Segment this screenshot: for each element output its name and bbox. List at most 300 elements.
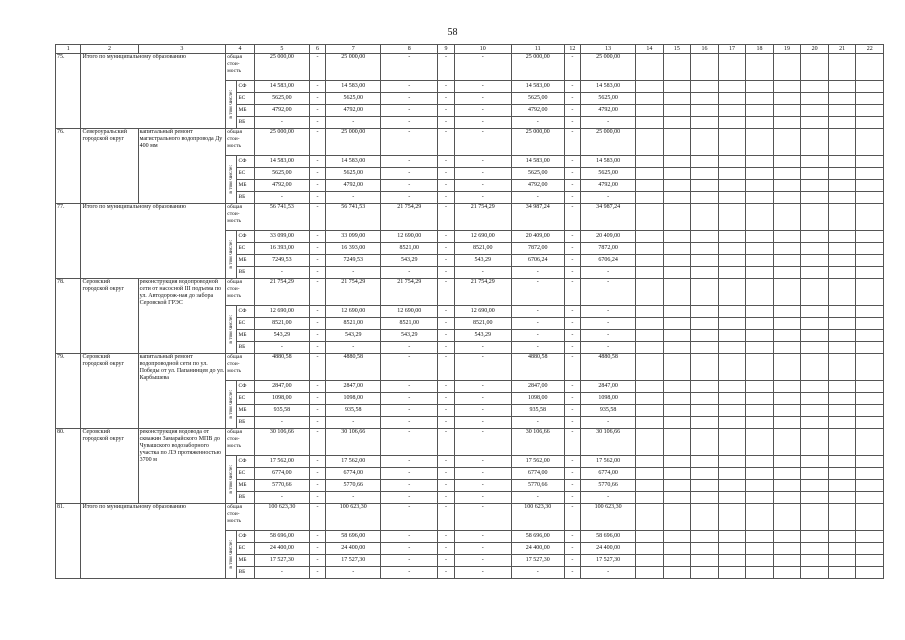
empty-cell xyxy=(773,330,801,342)
column-header: 14 xyxy=(636,45,664,54)
funding-source-code: СФ xyxy=(237,231,254,243)
empty-cell xyxy=(856,456,884,468)
total-value-cell: - xyxy=(381,429,438,456)
empty-cell xyxy=(718,156,746,168)
funding-source-code: БС xyxy=(237,243,254,255)
funding-value-cell: - xyxy=(438,180,454,192)
funding-value-cell: - xyxy=(454,555,511,567)
funding-value-cell: - xyxy=(309,306,325,318)
funding-value-cell: - xyxy=(564,555,580,567)
empty-cell xyxy=(718,204,746,231)
empty-cell xyxy=(663,567,691,579)
object-description: капитальный ремонт водопроводной сети по ул. Победы от ул. Папанинцев до ул. Карбышева xyxy=(138,354,226,429)
in-that-number-label: в том числе: xyxy=(228,240,235,269)
empty-cell xyxy=(746,417,774,429)
empty-cell xyxy=(691,105,719,117)
funding-value-cell: 1098,00 xyxy=(326,393,381,405)
funding-value-cell: - xyxy=(381,180,438,192)
empty-cell xyxy=(691,231,719,243)
empty-cell xyxy=(636,105,664,117)
total-value-cell: - xyxy=(438,504,454,531)
empty-cell xyxy=(691,192,719,204)
empty-cell xyxy=(773,204,801,231)
funding-value-cell: 7872,00 xyxy=(581,243,636,255)
funding-value-cell: 5625,00 xyxy=(326,93,381,105)
empty-cell xyxy=(691,567,719,579)
funding-value-cell: - xyxy=(511,567,564,579)
funding-value-cell: - xyxy=(326,342,381,354)
funding-value-cell: - xyxy=(581,567,636,579)
empty-cell xyxy=(718,81,746,93)
object-description: реконструкция водовода от скважин Замарайского МПВ до Чувашского водозаборного участка по ЛЭ протяженностью 3700 м xyxy=(138,429,226,504)
funding-value-cell: 6706,24 xyxy=(511,255,564,267)
empty-cell xyxy=(636,456,664,468)
funding-value-cell: - xyxy=(309,231,325,243)
funding-value-cell: - xyxy=(564,192,580,204)
empty-cell xyxy=(746,204,774,231)
empty-cell xyxy=(663,204,691,231)
block-total-row xyxy=(56,429,884,456)
funding-value-cell: 2847,00 xyxy=(581,381,636,393)
block-total-row xyxy=(56,204,884,231)
empty-cell xyxy=(801,204,829,231)
empty-cell xyxy=(636,231,664,243)
empty-cell xyxy=(718,105,746,117)
empty-cell xyxy=(746,93,774,105)
funding-value-cell: - xyxy=(438,492,454,504)
funding-source-code: СФ xyxy=(237,381,254,393)
funding-value-cell: 33 099,00 xyxy=(326,231,381,243)
funding-source-code: БС xyxy=(237,168,254,180)
empty-cell xyxy=(801,393,829,405)
empty-cell xyxy=(663,555,691,567)
empty-cell xyxy=(801,504,829,531)
empty-cell xyxy=(801,105,829,117)
funding-value-cell: - xyxy=(309,468,325,480)
funding-value-cell: - xyxy=(454,492,511,504)
empty-cell xyxy=(773,567,801,579)
empty-cell xyxy=(828,504,856,531)
empty-cell xyxy=(773,555,801,567)
funding-value-cell: 5625,00 xyxy=(254,168,309,180)
empty-cell xyxy=(746,255,774,267)
funding-source-code: СФ xyxy=(237,456,254,468)
empty-cell xyxy=(636,156,664,168)
funding-value-cell: 20 409,00 xyxy=(511,231,564,243)
funding-value-cell: - xyxy=(381,468,438,480)
empty-cell xyxy=(828,456,856,468)
empty-cell xyxy=(636,192,664,204)
empty-cell xyxy=(856,204,884,231)
funding-value-cell: - xyxy=(581,342,636,354)
empty-cell xyxy=(663,480,691,492)
empty-cell xyxy=(856,342,884,354)
funding-value-cell: 935,58 xyxy=(511,405,564,417)
empty-cell xyxy=(636,306,664,318)
funding-value-cell: - xyxy=(564,531,580,543)
empty-cell xyxy=(856,381,884,393)
empty-cell xyxy=(856,567,884,579)
empty-cell xyxy=(691,204,719,231)
funding-source-code: БС xyxy=(237,543,254,555)
empty-cell xyxy=(773,192,801,204)
empty-cell xyxy=(636,354,664,381)
total-value-cell: 25 000,00 xyxy=(511,129,564,156)
funding-value-cell: 4792,00 xyxy=(326,105,381,117)
empty-cell xyxy=(773,468,801,480)
empty-cell xyxy=(691,480,719,492)
total-value-cell: - xyxy=(454,354,511,381)
empty-cell xyxy=(746,267,774,279)
funding-value-cell: - xyxy=(454,480,511,492)
funding-value-cell: - xyxy=(581,306,636,318)
total-value-cell: - xyxy=(438,54,454,81)
row-number: 81. xyxy=(56,504,81,579)
empty-cell xyxy=(773,156,801,168)
funding-value-cell: 17 527,30 xyxy=(581,555,636,567)
empty-cell xyxy=(856,504,884,531)
empty-cell xyxy=(691,255,719,267)
funding-value-cell: - xyxy=(511,192,564,204)
funding-value-cell: 16 393,00 xyxy=(326,243,381,255)
funding-source-code: ВБ xyxy=(237,417,254,429)
empty-cell xyxy=(691,555,719,567)
empty-cell xyxy=(718,429,746,456)
funding-value-cell: - xyxy=(454,531,511,543)
column-header: 4 xyxy=(226,45,255,54)
empty-cell xyxy=(828,330,856,342)
empty-cell xyxy=(663,492,691,504)
total-value-cell: - xyxy=(309,204,325,231)
total-value-cell: - xyxy=(309,279,325,306)
empty-cell xyxy=(636,243,664,255)
empty-cell xyxy=(828,405,856,417)
empty-cell xyxy=(773,279,801,306)
funding-value-cell: - xyxy=(326,117,381,129)
empty-cell xyxy=(856,279,884,306)
total-value-cell: - xyxy=(309,129,325,156)
total-value-cell: - xyxy=(454,429,511,456)
total-value-cell: - xyxy=(564,504,580,531)
total-value-cell: 30 106,66 xyxy=(326,429,381,456)
total-value-cell: 25 000,00 xyxy=(254,54,309,81)
funding-value-cell: - xyxy=(309,381,325,393)
empty-cell xyxy=(856,354,884,381)
empty-cell xyxy=(828,93,856,105)
empty-cell xyxy=(856,318,884,330)
empty-cell xyxy=(801,93,829,105)
funding-value-cell: - xyxy=(381,117,438,129)
empty-cell xyxy=(718,267,746,279)
empty-cell xyxy=(663,243,691,255)
total-value-cell: - xyxy=(438,129,454,156)
empty-cell xyxy=(856,555,884,567)
funding-value-cell: - xyxy=(454,105,511,117)
funding-value-cell: - xyxy=(309,243,325,255)
empty-cell xyxy=(691,354,719,381)
empty-cell xyxy=(691,306,719,318)
funding-source-code: МБ xyxy=(237,330,254,342)
empty-cell xyxy=(663,267,691,279)
funding-source-code: МБ xyxy=(237,480,254,492)
empty-cell xyxy=(773,255,801,267)
empty-cell xyxy=(663,405,691,417)
funding-value-cell: 7249,53 xyxy=(326,255,381,267)
row-number: 76. xyxy=(56,129,81,204)
empty-cell xyxy=(856,168,884,180)
funding-source-code: МБ xyxy=(237,180,254,192)
funding-value-cell: - xyxy=(381,381,438,393)
empty-cell xyxy=(691,156,719,168)
funding-value-cell: - xyxy=(381,456,438,468)
empty-cell xyxy=(691,117,719,129)
empty-cell xyxy=(746,480,774,492)
empty-cell xyxy=(746,81,774,93)
funding-value-cell: 20 409,00 xyxy=(581,231,636,243)
funding-value-cell: 2847,00 xyxy=(511,381,564,393)
funding-value-cell: - xyxy=(454,117,511,129)
funding-value-cell: 14 583,00 xyxy=(511,81,564,93)
funding-value-cell: 5770,66 xyxy=(326,480,381,492)
funding-value-cell: 24 400,00 xyxy=(511,543,564,555)
funding-value-cell: - xyxy=(454,192,511,204)
empty-cell xyxy=(801,381,829,393)
total-value-cell: 100 623,30 xyxy=(326,504,381,531)
funding-value-cell: - xyxy=(564,93,580,105)
total-value-cell: - xyxy=(438,204,454,231)
block-total-row xyxy=(56,279,884,306)
funding-value-cell: 7872,00 xyxy=(511,243,564,255)
empty-cell xyxy=(801,267,829,279)
empty-cell xyxy=(856,231,884,243)
empty-cell xyxy=(691,180,719,192)
total-cost-label: общая стои-мость xyxy=(226,354,255,381)
funding-value-cell: - xyxy=(381,105,438,117)
empty-cell xyxy=(746,231,774,243)
empty-cell xyxy=(828,267,856,279)
empty-cell xyxy=(663,192,691,204)
funding-value-cell: 6706,24 xyxy=(581,255,636,267)
empty-cell xyxy=(663,117,691,129)
total-value-cell: - xyxy=(564,129,580,156)
empty-cell xyxy=(856,468,884,480)
total-value-cell: - xyxy=(564,354,580,381)
empty-cell xyxy=(746,531,774,543)
funding-source-code: МБ xyxy=(237,405,254,417)
empty-cell xyxy=(691,405,719,417)
funding-value-cell: - xyxy=(381,543,438,555)
municipality-total-label: Итого по муниципальному образованию xyxy=(81,204,226,279)
funding-value-cell: 12 690,00 xyxy=(381,306,438,318)
funding-value-cell: - xyxy=(511,318,564,330)
in-that-number-label: в том числе: xyxy=(228,90,235,119)
total-value-cell: 100 623,30 xyxy=(511,504,564,531)
funding-value-cell: 24 400,00 xyxy=(254,543,309,555)
funding-value-cell: 6774,00 xyxy=(326,468,381,480)
funding-value-cell: 8521,00 xyxy=(454,243,511,255)
empty-cell xyxy=(636,180,664,192)
empty-cell xyxy=(828,81,856,93)
funding-value-cell: 24 400,00 xyxy=(326,543,381,555)
funding-value-cell: - xyxy=(309,81,325,93)
funding-value-cell: - xyxy=(326,417,381,429)
total-value-cell: 21 754,29 xyxy=(381,204,438,231)
in-that-number-label-cell xyxy=(226,456,237,504)
funding-value-cell: - xyxy=(309,192,325,204)
funding-value-cell: 8521,00 xyxy=(454,318,511,330)
empty-cell xyxy=(801,405,829,417)
empty-cell xyxy=(801,255,829,267)
column-header: 11 xyxy=(511,45,564,54)
funding-value-cell: 58 696,00 xyxy=(511,531,564,543)
empty-cell xyxy=(718,492,746,504)
funding-value-cell: - xyxy=(381,192,438,204)
funding-value-cell: 58 696,00 xyxy=(326,531,381,543)
funding-value-cell: - xyxy=(381,567,438,579)
empty-cell xyxy=(663,456,691,468)
empty-cell xyxy=(691,318,719,330)
funding-value-cell: - xyxy=(381,405,438,417)
funding-value-cell: 2847,00 xyxy=(254,381,309,393)
empty-cell xyxy=(801,456,829,468)
empty-cell xyxy=(663,393,691,405)
empty-cell xyxy=(691,393,719,405)
funding-value-cell: - xyxy=(309,105,325,117)
empty-cell xyxy=(718,129,746,156)
total-value-cell: - xyxy=(381,54,438,81)
empty-cell xyxy=(856,243,884,255)
empty-cell xyxy=(663,429,691,456)
funding-value-cell: - xyxy=(326,192,381,204)
investment-program-table xyxy=(55,44,884,579)
total-value-cell: - xyxy=(309,504,325,531)
funding-value-cell: - xyxy=(309,456,325,468)
empty-cell xyxy=(746,243,774,255)
empty-cell xyxy=(828,468,856,480)
total-value-cell: - xyxy=(564,54,580,81)
empty-cell xyxy=(663,255,691,267)
funding-value-cell: - xyxy=(581,330,636,342)
funding-source-code: ВБ xyxy=(237,117,254,129)
funding-value-cell: - xyxy=(564,318,580,330)
empty-cell xyxy=(828,381,856,393)
funding-value-cell: 14 583,00 xyxy=(581,156,636,168)
funding-value-cell: - xyxy=(254,342,309,354)
empty-cell xyxy=(828,231,856,243)
empty-cell xyxy=(773,306,801,318)
empty-cell xyxy=(663,318,691,330)
empty-cell xyxy=(801,306,829,318)
empty-cell xyxy=(856,192,884,204)
empty-cell xyxy=(691,330,719,342)
funding-value-cell: 17 562,00 xyxy=(326,456,381,468)
empty-cell xyxy=(636,117,664,129)
funding-value-cell: - xyxy=(309,156,325,168)
funding-value-cell: - xyxy=(454,393,511,405)
total-value-cell: - xyxy=(564,204,580,231)
funding-value-cell: - xyxy=(438,93,454,105)
funding-value-cell: - xyxy=(564,468,580,480)
funding-value-cell: - xyxy=(564,231,580,243)
empty-cell xyxy=(856,180,884,192)
in-that-number-label: в том числе: xyxy=(228,165,235,194)
funding-value-cell: - xyxy=(309,405,325,417)
empty-cell xyxy=(746,429,774,456)
empty-cell xyxy=(801,429,829,456)
funding-value-cell: 5770,66 xyxy=(254,480,309,492)
funding-value-cell: 12 690,00 xyxy=(326,306,381,318)
funding-source-code: БС xyxy=(237,318,254,330)
funding-value-cell: - xyxy=(381,492,438,504)
in-that-number-label-cell xyxy=(226,231,237,279)
funding-value-cell: 8521,00 xyxy=(381,318,438,330)
object-description: капитальный ремонт магистрального водопровода Ду 400 мм xyxy=(138,129,226,204)
funding-source-code: ВБ xyxy=(237,342,254,354)
in-that-number-label-cell xyxy=(226,81,237,129)
empty-cell xyxy=(636,330,664,342)
funding-value-cell: 12 690,00 xyxy=(454,231,511,243)
empty-cell xyxy=(773,456,801,468)
empty-cell xyxy=(636,267,664,279)
funding-value-cell: - xyxy=(326,267,381,279)
empty-cell xyxy=(746,492,774,504)
funding-value-cell: - xyxy=(254,417,309,429)
empty-cell xyxy=(663,93,691,105)
funding-value-cell: - xyxy=(438,192,454,204)
column-header: 6 xyxy=(309,45,325,54)
total-value-cell: 4880,58 xyxy=(254,354,309,381)
funding-value-cell: 14 583,00 xyxy=(254,81,309,93)
funding-value-cell: - xyxy=(511,306,564,318)
empty-cell xyxy=(746,330,774,342)
empty-cell xyxy=(636,54,664,81)
empty-cell xyxy=(828,180,856,192)
empty-cell xyxy=(801,129,829,156)
funding-value-cell: 14 583,00 xyxy=(326,81,381,93)
empty-cell xyxy=(856,429,884,456)
funding-value-cell: 4792,00 xyxy=(326,180,381,192)
column-header: 3 xyxy=(138,45,226,54)
funding-value-cell: 17 527,30 xyxy=(254,555,309,567)
in-that-number-label-cell xyxy=(226,531,237,579)
empty-cell xyxy=(636,393,664,405)
column-header: 1 xyxy=(56,45,81,54)
empty-cell xyxy=(828,129,856,156)
empty-cell xyxy=(828,318,856,330)
empty-cell xyxy=(746,192,774,204)
empty-cell xyxy=(718,405,746,417)
total-value-cell: 30 106,66 xyxy=(511,429,564,456)
funding-value-cell: 5625,00 xyxy=(511,93,564,105)
funding-value-cell: - xyxy=(564,381,580,393)
empty-cell xyxy=(636,81,664,93)
funding-value-cell: - xyxy=(438,381,454,393)
empty-cell xyxy=(828,492,856,504)
empty-cell xyxy=(856,330,884,342)
funding-value-cell: - xyxy=(511,330,564,342)
funding-value-cell: 17 527,30 xyxy=(511,555,564,567)
empty-cell xyxy=(691,129,719,156)
empty-cell xyxy=(828,243,856,255)
empty-cell xyxy=(718,330,746,342)
funding-value-cell: 1098,00 xyxy=(254,393,309,405)
funding-value-cell: - xyxy=(564,330,580,342)
empty-cell xyxy=(691,468,719,480)
empty-cell xyxy=(746,504,774,531)
total-value-cell: 4880,58 xyxy=(581,354,636,381)
block-total-row xyxy=(56,129,884,156)
total-cost-label: общая стои-мость xyxy=(226,54,255,81)
